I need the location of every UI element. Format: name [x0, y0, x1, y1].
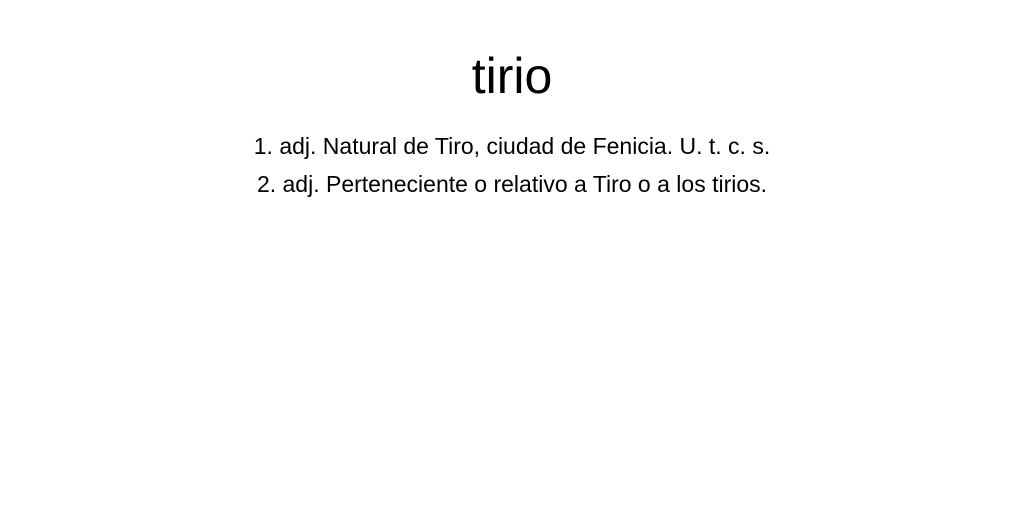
- definition-item: 2. adj. Perteneciente o relativo a Tiro o a los tirios.: [256, 171, 768, 197]
- definition-item: 1. adj. Natural de Tiro, ciudad de Fenicia. U. t. c. s.: [253, 133, 771, 159]
- entry-headword: tirio: [471, 48, 553, 104]
- definition-list: [0, 127, 1024, 203]
